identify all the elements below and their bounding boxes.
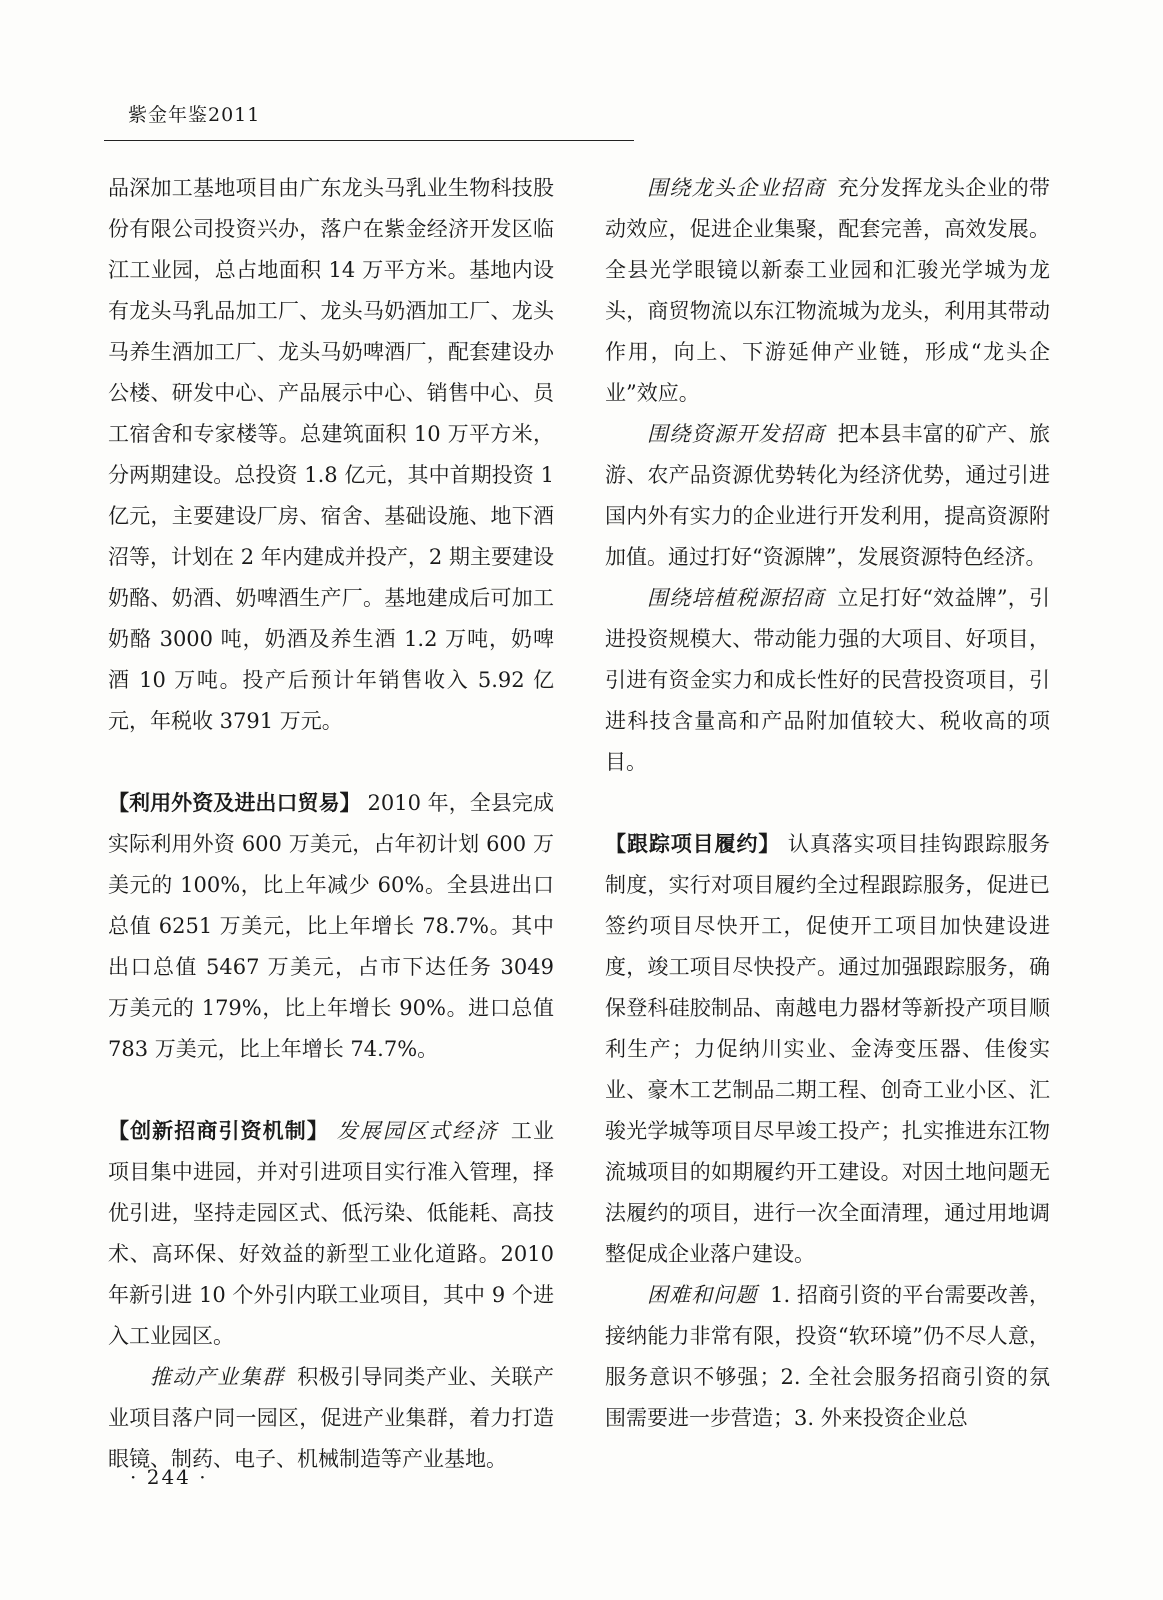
subheading: 围绕资源开发招商 <box>647 422 826 446</box>
paragraph-body: 充分发挥龙头企业的带动效应，促进企业集聚，配套完善，高效发展。全县光学眼镜以新泰工业园和汇骏光学城为龙头，商贸物流以东江物流城为龙头，利用其带动作用，向上、下游延伸产业链，形成“龙头企业”效应。 <box>605 176 1051 405</box>
subheading: 推动产业集群 <box>150 1365 285 1389</box>
section-project-tracking <box>605 824 1050 1275</box>
paragraph-problems <box>605 1275 1050 1439</box>
section-heading: 【创新招商引资机制】 <box>108 1119 329 1143</box>
running-header: 紫金年鉴2011 <box>128 104 261 126</box>
section-heading: 【跟踪项目履约】 <box>605 832 781 856</box>
paragraph-industry-cluster <box>108 1357 554 1480</box>
section-body: 认真落实项目挂钩跟踪服务制度，实行对项目履约全过程跟踪服务，促进已签约项目尽快开工，促使开工项目加快建设进度，竣工项目尽快投产。通过加强跟踪服务，确保登科硅胶制品、南越电力器材等新投产项目顺利生产；力促纳川实业、金涛变压器、佳俊实业、豪木工艺制品二期工程、创奇工业小区、汇骏光学城等项目尽早竣工投产；扎实推进东江物流城项目的如期履约开工建设。对因土地问题无法履约的项目，进行一次全面清理，通过用地调整促成企业落户建设。 <box>605 832 1050 1266</box>
paragraph-body: 把本县丰富的矿产、旅游、农产品资源优势转化为经济优势，通过引进国内外有实力的企业进行开发利用，提高资源附加值。通过打好“资源牌”，发展资源特色经济。 <box>605 422 1051 569</box>
section-body: 2010 年，全县完成实际利用外资 600 万美元，占年初计划 600 万美元的 100%，比上年减少 60%。全县进出口总值 6251 万美元，比上年增长 78.7%。其中出口总值 5467 万美元，占市下达任务 3049 万美元的 179%，比上年增长 90%。进口总值 783 万美元，比上年增长 74.7%。 <box>108 791 554 1061</box>
subheading: 发展园区式经济 <box>336 1119 499 1143</box>
page-number: · 244 · <box>130 1465 208 1489</box>
subheading: 困难和问题 <box>647 1283 758 1307</box>
header-rule <box>104 140 634 141</box>
left-column <box>108 168 554 1480</box>
section-body: 工业项目集中进园，并对引进项目实行准入管理，择优引进，坚持走园区式、低污染、低能耗、高技术、高环保、好效益的新型工业化道路。2010 年新引进 10 个外引内联工业项目，其中 9 个进入工业园区。 <box>108 1119 555 1348</box>
paragraph-tax-source <box>605 578 1050 783</box>
subheading: 围绕龙头企业招商 <box>647 176 826 200</box>
paragraph-resource-development <box>605 414 1050 578</box>
paragraph-body: 积极引导同类产业、关联产业项目落户同一园区，促进产业集群，着力打造眼镜、制药、电子、机械制造等产业基地。 <box>108 1365 555 1471</box>
section-investment-mechanism <box>108 1111 554 1357</box>
paragraph-leading-enterprise <box>605 168 1050 414</box>
subheading: 围绕培植税源招商 <box>647 586 825 610</box>
paragraph-dairy-base: 品深加工基地项目由广东龙头马乳业生物科技股份有限公司投资兴办，落户在紫金经济开发区临江工业园，总占地面积 14 万平方米。基地内设有龙头马乳品加工厂、龙头马奶酒加工厂、龙头马养生酒加工厂、龙头马奶啤酒厂，配套建设办公楼、研发中心、产品展示中心、销售中心、员工宿舍和专家楼等。总建筑面积 10 万平方米，分两期建设。总投资 1.8 亿元，其中首期投资 1 亿元，主要建设厂房、宿舍、基础设施、地下酒沼等，计划在 2 年内建成并投产，2 期主要建设奶酪、奶酒、奶啤酒生产厂。基地建成后可加工奶酪 3000 吨，奶酒及养生酒 1.2 万吨，奶啤酒 10 万吨。投产后预计年销售收入 5.92 亿元，年税收 3791 万元。 <box>108 176 554 733</box>
paragraph-body: 1. 招商引资的平台需要改善，接纳能力非常有限，投资“软环境”仍不尽人意，服务意识不够强；2. 全社会服务招商引资的氛围需要进一步营造；3. 外来投资企业总 <box>605 1283 1050 1430</box>
paragraph-body: 立足打好“效益牌”，引进投资规模大、带动能力强的大项目、好项目，引进有资金实力和成长性好的民营投资项目，引进科技含量高和产品附加值较大、税收高的项目。 <box>605 586 1050 774</box>
right-column <box>605 168 1050 1439</box>
section-foreign-investment <box>108 783 554 1070</box>
section-heading: 【利用外资及进出口贸易】 <box>108 791 361 815</box>
